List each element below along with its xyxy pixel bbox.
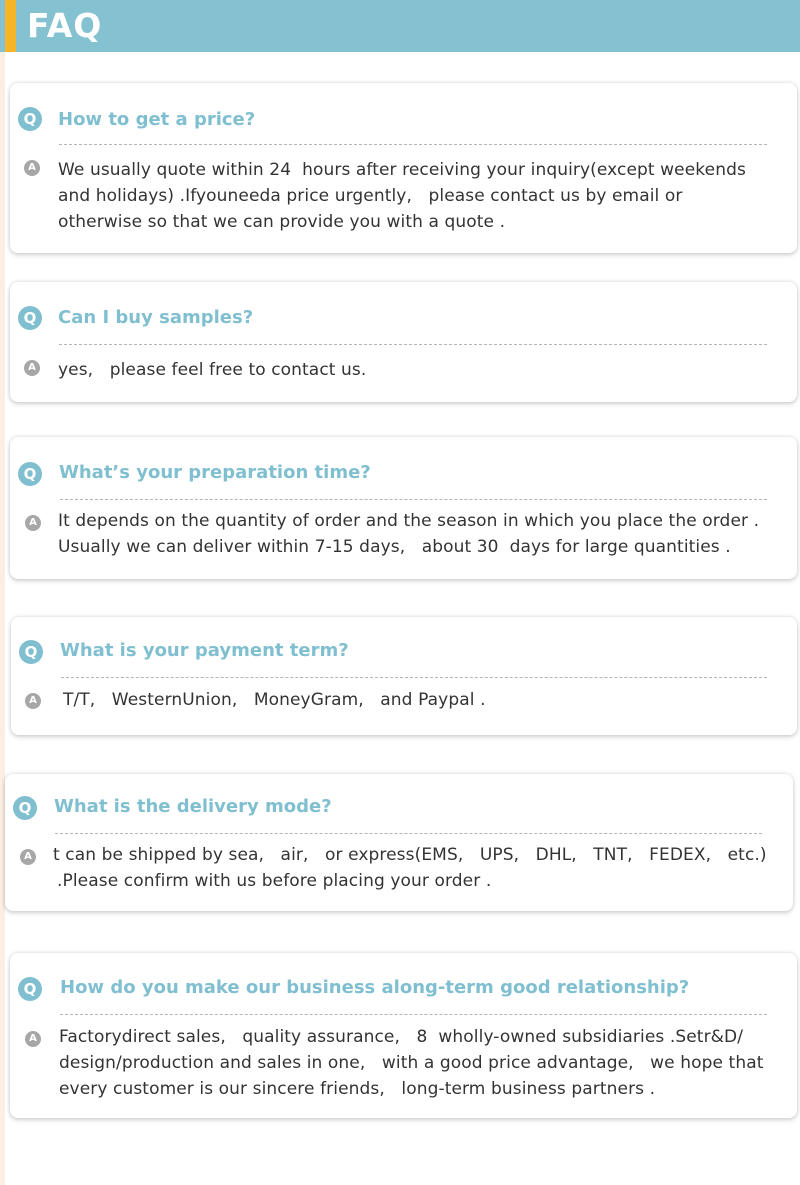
faq-answer-line: t can be shipped by sea, air, or express(EMS, UPS, DHL, TNT, FEDEX, etc.) [53,845,767,865]
answer-icon: A [24,160,40,176]
dashed-divider [61,677,767,678]
left-rail [0,0,5,1185]
faq-card [10,282,797,402]
faq-question: How to get a price? [58,109,256,130]
question-icon: Q [18,306,42,330]
faq-question: What is your payment term? [60,640,349,661]
faq-answer-line: every customer is our sincere friends, long-term business partners . [59,1079,656,1099]
page-title: FAQ [27,6,103,45]
faq-card [10,83,797,253]
question-icon: Q [18,462,42,486]
faq-answer-line: otherwise so that we can provide you with a quote . [58,212,506,232]
answer-icon: A [25,1031,41,1047]
faq-question: What is the delivery mode? [54,796,332,817]
faq-answer-line: Factorydirect sales, quality assurance, 8 wholly-owned subsidiaries .Setr&D/ [59,1027,744,1047]
question-icon: Q [13,796,37,820]
answer-icon: A [25,515,41,531]
question-icon: Q [18,107,42,131]
faq-question: What’s your preparation time? [59,462,371,483]
dashed-divider [59,144,767,145]
dashed-divider [60,499,767,500]
dashed-divider [60,1014,767,1015]
faq-answer-line: yes, please feel free to contact us. [58,360,367,380]
answer-icon: A [24,360,40,376]
faq-answer-line: and holidays) .Ifyouneeda price urgently, please contact us by email or [58,186,683,206]
faq-answer-line: T/T, WesternUnion, MoneyGram, and Paypal . [63,690,486,710]
faq-answer-line: We usually quote within 24 hours after receiving your inquiry(except weekends [58,160,746,180]
faq-question: How do you make our business along-term good relationship? [60,977,690,998]
faq-answer-line: It depends on the quantity of order and the season in which you place the order . [58,511,760,531]
question-icon: Q [19,640,43,664]
faq-answer-line: Usually we can deliver within 7-15 days, about 30 days for large quantities . [58,537,731,557]
faq-question: Can I buy samples? [58,307,254,328]
dashed-divider [55,833,762,834]
faq-card [5,774,793,911]
faq-answer-line: design/production and sales in one, with a good price advantage, we hope that [59,1053,764,1073]
answer-icon: A [20,849,36,865]
faq-header [0,0,800,52]
faq-card [10,437,797,579]
faq-answer-line: .Please confirm with us before placing your order . [57,871,492,891]
faq-card [11,617,797,735]
dashed-divider [59,344,767,345]
header-accent-bar [5,0,16,52]
question-icon: Q [18,977,42,1001]
answer-icon: A [25,693,41,709]
faq-card [10,953,797,1118]
